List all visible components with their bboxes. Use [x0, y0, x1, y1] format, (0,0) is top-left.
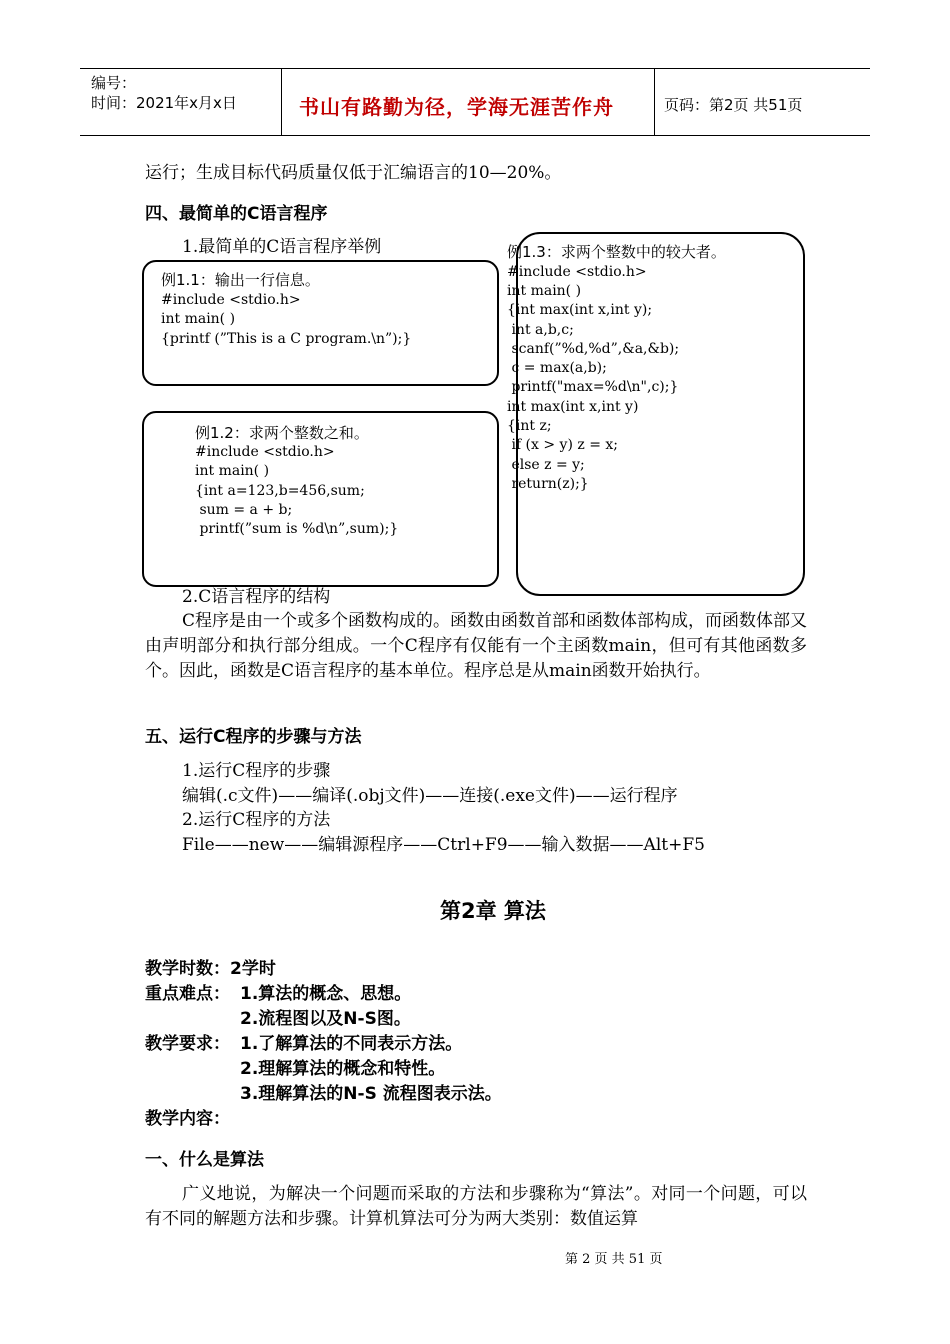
footer-page-number: 第 2 页 共 51 页: [565, 1252, 663, 1267]
example2-code-line-3: {int a=123,b=456,sum;: [195, 483, 365, 499]
example2-code-line-4: sum = a + b;: [195, 502, 293, 518]
example2-box: [142, 411, 499, 587]
example3-code-line-7: printf("max=%d\n",c);}: [507, 379, 679, 395]
example2-code-line-1: #include <stdio.h>: [195, 444, 335, 460]
sub2-title: 2.C语言程序的结构: [182, 587, 331, 607]
header-top-rule: [80, 68, 870, 69]
doc-date-label: 时间：2021年x月x日: [91, 94, 237, 112]
section4-title: 四、最简单的C语言程序: [145, 204, 328, 224]
example3-code-line-5: scanf(”%d,%d”,&a,&b);: [507, 341, 680, 357]
example1-title: 例1.1：输出一行信息。: [161, 271, 320, 289]
intro-line: 运行；生成目标代码质量仅低于汇编语言的10—20%。: [145, 163, 562, 183]
example1-code-line-3: {printf (”This is a C program.\n”);}: [161, 331, 412, 347]
algorithm-paragraph: 广义地说，为解决一个问题而采取的方法和步骤称为“算法”。对同一个问题，可以有不同的解题方法和步骤。计算机算法可分为两大类别：数值运算: [145, 1184, 807, 1229]
content-label: 教学内容：: [145, 1109, 230, 1129]
key-point-2: 2.流程图以及N-S图。: [240, 1009, 411, 1029]
structure-paragraph: C程序是由一个或多个函数构成的。函数由函数首部和函数体部构成，而函数体部又由声明部分和执行部分组成。一个C程序有仅能有一个主函数main，但可有其他函数多个。因此，函数是C语言程序的基本单位。程序总是从main函数开始执行。: [145, 611, 808, 681]
example2-code-line-5: printf(”sum is %d\n”,sum);}: [195, 521, 399, 537]
example2-code-line-2: int main( ): [195, 463, 270, 479]
key-point-1: 1.算法的概念、思想。: [240, 984, 412, 1004]
header-divider-1: [281, 68, 282, 136]
header-motto: 书山有路勤为径，学海无涯苦作舟: [299, 95, 614, 119]
example3-code-line-1: #include <stdio.h>: [507, 264, 647, 280]
method-line: File——new——编辑源程序——Ctrl+F9——输入数据——Alt+F5: [182, 835, 705, 855]
header-page-label: 页码：第2页 共51页: [664, 96, 803, 114]
example3-code-line-2: int main( ): [507, 283, 582, 299]
example3-code-line-3: {int max(int x,int y);: [507, 302, 653, 318]
example1-code-line-2: int main( ): [161, 311, 236, 327]
chapter-title: 第2章 算法: [440, 899, 546, 923]
header-divider-2: [654, 68, 655, 136]
example1-code-line-1: #include <stdio.h>: [161, 292, 301, 308]
header-bottom-rule: [80, 135, 870, 136]
teaching-hours: 教学时数：2学时: [145, 959, 276, 979]
requirements-label: 教学要求：: [145, 1034, 230, 1054]
example3-code-line-6: c = max(a,b);: [507, 360, 607, 376]
example3-code-line-11: else z = y;: [507, 457, 585, 473]
doc-number-label: 编号：: [91, 74, 137, 92]
example3-code-line-9: {int z;: [507, 418, 552, 434]
example3-code-line-4: int a,b,c;: [507, 322, 574, 338]
section1-title: 一、什么是算法: [145, 1150, 264, 1170]
sub1-title: 1.最简单的C语言程序举例: [182, 237, 382, 257]
requirement-3: 3.理解算法的N-S 流程图表示法。: [240, 1084, 502, 1104]
method-title: 2.运行C程序的方法: [182, 810, 331, 830]
section5-title: 五、运行C程序的步骤与方法: [145, 727, 362, 747]
steps-line: 编辑(.c文件)——编译(.obj文件)——连接(.exe文件)——运行程序: [182, 786, 678, 806]
example3-title: 例1.3：求两个整数中的较大者。: [507, 243, 726, 261]
requirement-1: 1.了解算法的不同表示方法。: [240, 1034, 463, 1054]
requirement-2: 2.理解算法的概念和特性。: [240, 1059, 446, 1079]
example3-code-line-10: if (x > y) z = x;: [507, 437, 618, 453]
example2-title: 例1.2：求两个整数之和。: [195, 424, 369, 442]
example3-code-line-8: int max(int x,int y): [507, 399, 639, 415]
example1-box: [142, 260, 499, 386]
example3-code-line-12: return(z);}: [507, 476, 589, 492]
steps-title: 1.运行C程序的步骤: [182, 761, 331, 781]
key-points-label: 重点难点：: [145, 984, 230, 1004]
